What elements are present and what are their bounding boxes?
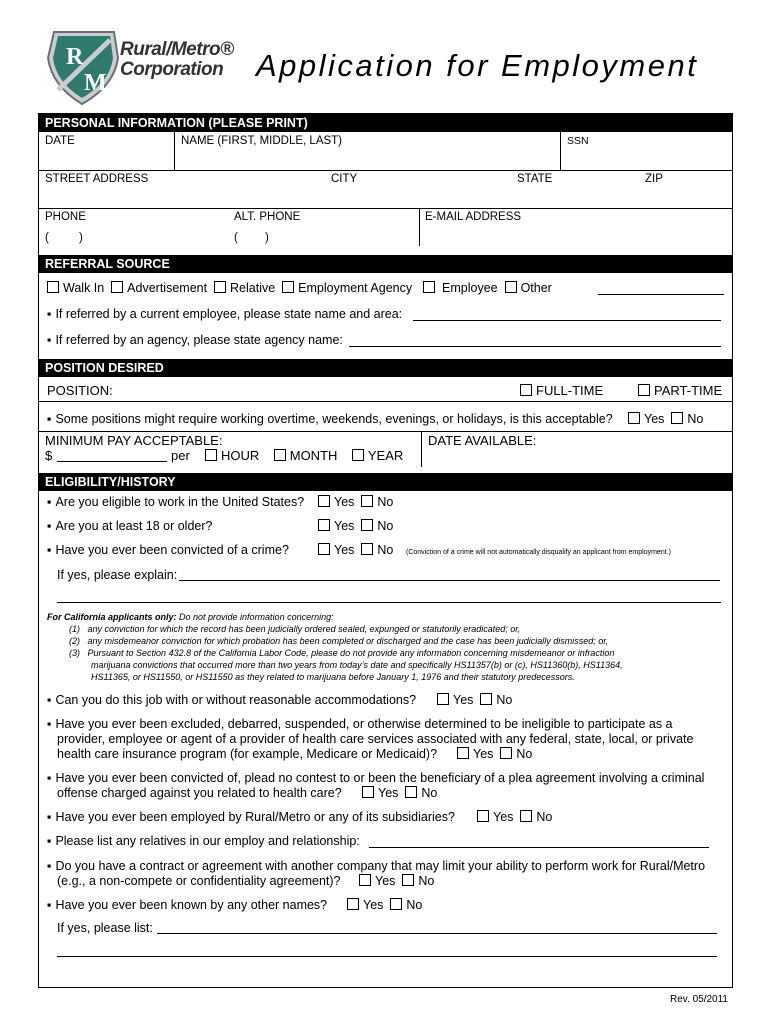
no-label: No [418,874,435,888]
walk-in-checkbox[interactable] [47,281,59,293]
advertisement-checkbox[interactable] [111,281,123,293]
accommodations-no-checkbox[interactable] [480,693,492,705]
yes-label: Yes [375,874,396,888]
ca-item-1 [69,623,520,635]
min-pay-label: MINIMUM PAY ACCEPTABLE: [45,433,223,448]
overtime-yes-checkbox[interactable] [628,412,640,424]
overtime-answers [628,412,703,427]
pay-period-options [205,448,403,464]
advertisement-label: Advertisement [127,281,208,295]
employment-agency-checkbox[interactable] [282,281,294,293]
logo-shield-icon [44,28,124,106]
phone-label: PHONE [45,211,86,223]
q-relatives: ▪ Please list any relatives in our employ and relationship: [47,834,360,849]
yes-label: Yes [363,898,384,912]
ca-item-number: (2) [69,636,80,646]
no-label: No [516,747,533,761]
no-label: No [377,495,394,509]
q-contract-answers [359,874,434,889]
q-other-names-answers [347,898,422,913]
per-label: per [171,448,190,463]
divider [560,132,561,170]
q-eligible-answers [318,495,393,510]
overtime-question: ▪ Some positions might require working overtime, weekends, evenings, or holidays, is this acceptable? [47,412,613,427]
hour-checkbox[interactable] [205,449,217,461]
relative-checkbox[interactable] [214,281,226,293]
application-form [38,113,733,988]
ca-item-text: any misdemeanor conviction for which probation has been completed or discharged and the case has been judicially dismissed; or, [87,636,609,646]
divider [39,170,732,171]
referral-agency-question: ▪ If referred by an agency, please state agency name: [47,333,343,348]
name-label: NAME (FIRST, MIDDLE, LAST) [181,135,343,147]
convicted-no-checkbox[interactable] [361,543,373,555]
ca-item-text: any conviction for which the record has been judicially ordered sealed, expunged or statutorily eradicated; or, [87,624,521,634]
excluded-yes-checkbox[interactable] [457,747,469,759]
ssn-label: SSN [567,135,589,147]
alt-phone-paren-close: ) [265,232,269,244]
logo-line2: Corporation [120,59,224,80]
eligible-no-checkbox[interactable] [361,495,373,507]
yes-label: Yes [453,693,474,707]
section-referral-heading: REFERRAL SOURCE [39,255,732,273]
ca-notice-title: For California applicants only: [47,612,177,622]
divider [421,431,422,467]
phone-paren-open: ( [45,232,49,244]
employee-name-input[interactable] [413,320,721,321]
dollar-sign: $ [45,448,53,463]
referral-employee-question: ▪ If referred by a current employee, please state name and area: [47,307,402,322]
part-time-option [638,383,722,399]
email-label: E-MAIL ADDRESS [425,211,522,223]
page-title: Application for Employment [256,48,699,83]
employee-label: Employee [442,281,498,295]
health-offense-yes-checkbox[interactable] [362,786,374,798]
q-health-offense-line2: offense charged against you related to health care? [57,786,342,800]
q-contract-line1: ▪ Do you have a contract or agreement with another company that may limit your ability to perform work for Rural/Metro [47,859,705,874]
full-time-option [520,383,603,399]
alt-phone-label: ALT. PHONE [234,211,301,223]
q-age: ▪ Are you at least 18 or older? [47,519,212,534]
section-position-heading: POSITION DESIRED [39,359,732,377]
ca-item-number: (1) [69,624,80,634]
q-health-offense-answers [362,786,437,801]
other-names-no-checkbox[interactable] [390,898,402,910]
explain-input-1[interactable] [179,580,720,581]
divider [39,431,732,432]
yes-label: Yes [473,747,494,761]
yes-label: Yes [334,519,355,533]
employed-before-yes-checkbox[interactable] [477,810,489,822]
hour-label: HOUR [221,448,260,463]
other-checkbox[interactable] [505,281,517,293]
q-eligible: ▪ Are you eligible to work in the United States? [47,495,304,510]
health-offense-no-checkbox[interactable] [405,786,417,798]
revision-label: Rev. 05/2011 [669,994,728,1005]
other-names-input-1[interactable] [157,933,717,934]
explain-input-2[interactable] [57,602,721,603]
q-excluded-line1: ▪ Have you ever been excluded, debarred, suspended, or otherwise determined to be ineligible to participate as a [47,717,673,732]
employed-before-no-checkbox[interactable] [520,810,532,822]
employee-checkbox[interactable] [423,281,435,293]
street-label: STREET ADDRESS [45,173,149,185]
age-no-checkbox[interactable] [361,519,373,531]
logo-initial-m: M [84,70,107,96]
no-label: No [496,693,513,707]
q-excluded-answers [457,747,532,762]
other-label: Other [520,281,552,295]
yes-label: Yes [644,412,665,426]
phone-paren-close: ) [79,232,83,244]
other-names-input-2[interactable] [57,956,717,957]
q-health-offense-line1: ▪ Have you ever been convicted of, plead no contest to or been the beneficiary of a plea agreement involving a criminal [47,771,704,786]
accommodations-yes-checkbox[interactable] [437,693,449,705]
ca-item-text: Pursuant to Section 432.8 of the California Labor Code, please do not provide any information concerning misdemeanor or infraction [87,648,615,658]
explain-label: If yes, please explain: [57,568,178,582]
part-time-checkbox[interactable] [638,384,650,396]
month-checkbox[interactable] [274,449,286,461]
list-names-label: If yes, please list: [57,921,153,935]
relatives-input[interactable] [369,847,709,848]
q-contract-line2: (e.g., a non-compete or confidentiality agreement)? [57,874,341,888]
month-label: MONTH [289,448,338,463]
ca-notice-heading [47,611,334,623]
yes-label: Yes [378,786,399,800]
excluded-no-checkbox[interactable] [500,747,512,759]
part-time-label: PART-TIME [654,383,723,398]
date-label: DATE [45,135,75,147]
yes-label: Yes [493,810,514,824]
walk-in-label: Walk In [63,281,105,295]
logo-text [120,40,234,80]
eligible-yes-checkbox[interactable] [318,495,330,507]
position-label: POSITION: [47,383,113,398]
agency-name-input[interactable] [349,346,721,347]
no-label: No [687,412,704,426]
section-eligibility-heading: ELIGIBILITY/HISTORY [39,473,732,491]
ca-item-2 [69,635,608,647]
overtime-no-checkbox[interactable] [671,412,683,424]
age-yes-checkbox[interactable] [318,519,330,531]
no-label: No [421,786,438,800]
conviction-note: (Conviction of a crime will not automatically disqualify an applicant from employment.) [406,549,671,556]
year-label: YEAR [367,448,404,463]
referral-options [47,281,552,296]
contract-no-checkbox[interactable] [402,874,414,886]
section-personal-heading: PERSONAL INFORMATION (PLEASE PRINT) [39,114,732,132]
state-label: STATE [517,173,553,185]
ca-item-number: (3) [69,648,80,658]
alt-phone-paren-open: ( [234,232,238,244]
year-checkbox[interactable] [352,449,364,461]
no-label: No [406,898,423,912]
q-convicted: ▪ Have you ever been convicted of a crime? [47,543,289,558]
full-time-checkbox[interactable] [520,384,532,396]
other-names-yes-checkbox[interactable] [347,898,359,910]
q-employed-before: ▪ Have you ever been employed by Rural/Metro or any of its subsidiaries? [47,810,455,825]
relative-label: Relative [230,281,276,295]
date-available-label: DATE AVAILABLE: [428,433,537,448]
q-other-names: ▪ Have you ever been known by any other names? [47,898,327,913]
no-label: No [536,810,553,824]
no-label: No [377,519,394,533]
contract-yes-checkbox[interactable] [359,874,371,886]
q-excluded-line3: health care insurance program (for example, Medicare or Medicaid)? [57,747,438,761]
logo-line1: Rural/Metro® [120,39,234,60]
yes-label: Yes [334,543,355,557]
q-accommodations-answers [437,693,512,708]
q-convicted-answers [318,543,393,558]
ca-item-3 [69,647,614,659]
other-input[interactable] [598,294,724,295]
logo-initial-r: R [66,44,84,70]
no-label: No [377,543,394,557]
ca-notice-intro: Do not provide information concerning: [176,612,334,622]
q-employed-before-answers [477,810,552,825]
divider [39,208,732,209]
convicted-yes-checkbox[interactable] [318,543,330,555]
q-accommodations: ▪ Can you do this job with or without reasonable accommodations? [47,693,416,708]
divider [419,208,420,246]
zip-label: ZIP [645,173,663,185]
ca-item-3-cont2: HS11365, or HS11550, or HS11550 as they related to marijuana before January 1, 1976 and their statutory predecessors. [91,672,575,682]
employment-agency-label: Employment Agency [298,281,413,295]
min-pay-input[interactable] [57,461,167,462]
ca-item-3-cont1: marijuana convictions that occurred more than two years from today’s date and specifically HS11357(b) or (c), HS11360(b), HS11364, [91,660,623,670]
full-time-label: FULL-TIME [536,383,604,398]
q-age-answers [318,519,393,534]
yes-label: Yes [334,495,355,509]
divider [39,401,732,402]
q-excluded-line2: provider, employee or agent of a provider of health care services associated with any federal, state, local, or private [57,732,694,746]
divider [174,132,175,170]
city-label: CITY [331,173,358,185]
